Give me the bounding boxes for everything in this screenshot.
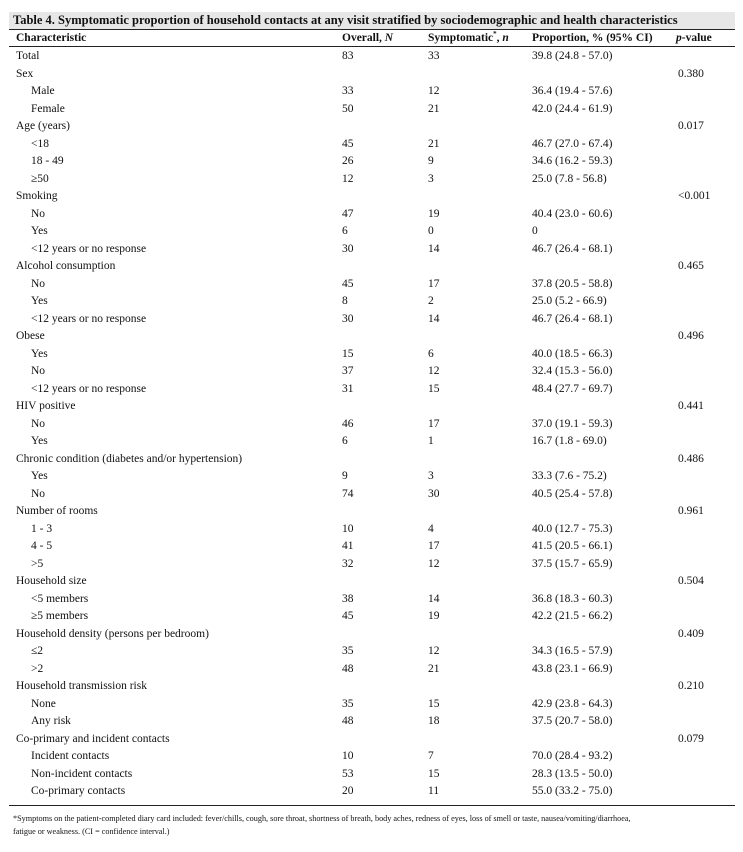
table-row — [0, 153, 743, 171]
cell-characteristic: <12 years or no response — [31, 242, 147, 255]
cell-characteristic: Obese — [16, 330, 45, 342]
cell-p-value: 0.380 — [678, 67, 704, 80]
cell-characteristic: Yes — [31, 435, 48, 447]
table-row — [0, 468, 743, 486]
cell-characteristic: No — [31, 487, 46, 500]
cell-proportion: 41.5 (20.5 - 66.1) — [532, 540, 613, 552]
cell-p-value: 0.210 — [678, 680, 704, 692]
header-symptomatic-text: Symptomatic — [428, 32, 494, 44]
cell-symptomatic: 30 — [428, 487, 440, 500]
cell-overall: 20 — [342, 785, 354, 797]
cell-p-value: 0.079 — [678, 732, 704, 745]
cell-proportion: 40.0 (18.5 - 66.3) — [532, 347, 613, 360]
table-row-category — [0, 503, 743, 521]
cell-p-value: 0.409 — [678, 627, 704, 640]
cell-characteristic: Any risk — [31, 715, 71, 727]
table-row — [0, 748, 743, 766]
cell-symptomatic: 12 — [428, 85, 440, 97]
cell-symptomatic: 6 — [428, 347, 434, 360]
header-proportion: Proportion, % (95% CI) — [532, 32, 653, 44]
cell-characteristic: None — [31, 697, 56, 710]
header-top-rule — [9, 29, 735, 30]
table-row-category — [0, 626, 743, 644]
table-row — [0, 486, 743, 504]
cell-overall: 12 — [342, 172, 354, 185]
cell-characteristic: >2 — [31, 662, 44, 675]
cell-characteristic: Yes — [31, 347, 48, 360]
table-row-category — [0, 573, 743, 591]
cell-overall: 35 — [342, 697, 354, 710]
cell-proportion: 37.8 (20.5 - 58.8) — [532, 277, 613, 290]
cell-overall: 9 — [342, 470, 348, 482]
cell-proportion: 48.4 (27.7 - 69.7) — [532, 382, 613, 395]
table-row — [0, 206, 743, 224]
table-row — [0, 661, 743, 679]
cell-symptomatic: 15 — [428, 382, 440, 395]
cell-proportion: 34.3 (16.5 - 57.9) — [532, 645, 613, 657]
table-title: Table 4. Symptomatic proportion of household contacts at any visit stratified by sociodemographic and health characteristics — [13, 13, 678, 27]
table-row-category — [0, 48, 743, 66]
cell-characteristic: 4 - 5 — [31, 540, 53, 552]
cell-overall: 83 — [342, 50, 354, 62]
cell-characteristic: Total — [16, 50, 40, 62]
cell-symptomatic: 3 — [428, 470, 434, 482]
cell-characteristic: ≥5 members — [31, 610, 89, 622]
cell-characteristic: <12 years or no response — [31, 382, 147, 395]
table-row — [0, 416, 743, 434]
cell-characteristic: 1 - 3 — [31, 522, 53, 535]
cell-p-value: 0.465 — [678, 260, 704, 272]
cell-symptomatic: 15 — [428, 767, 440, 780]
cell-proportion: 46.7 (27.0 - 67.4) — [532, 137, 613, 150]
cell-symptomatic: 21 — [428, 102, 440, 115]
cell-symptomatic: 14 — [428, 312, 440, 325]
header-overall-text: Overall, — [342, 32, 385, 44]
table-row — [0, 136, 743, 154]
cell-proportion: 43.8 (23.1 - 66.9) — [532, 662, 613, 675]
cell-overall: 32 — [342, 557, 354, 570]
table-row — [0, 223, 743, 241]
table-row — [0, 346, 743, 364]
cell-proportion: 70.0 (28.4 - 93.2) — [532, 750, 613, 762]
table-row-category — [0, 731, 743, 749]
cell-p-value: 0.017 — [678, 120, 704, 132]
cell-proportion: 36.8 (18.3 - 60.3) — [532, 592, 613, 605]
header-characteristic: Characteristic — [16, 32, 87, 44]
cell-characteristic: Smoking — [16, 190, 58, 202]
cell-p-value: <0.001 — [678, 190, 711, 202]
table-row — [0, 83, 743, 101]
cell-symptomatic: 14 — [428, 242, 440, 255]
cell-characteristic: ≤2 — [31, 645, 44, 657]
cell-proportion: 36.4 (19.4 - 57.6) — [532, 85, 613, 97]
header-overall — [342, 31, 393, 45]
header-overall-n: N — [384, 32, 394, 44]
cell-characteristic: Yes — [31, 295, 48, 307]
cell-proportion: 40.0 (12.7 - 75.3) — [532, 522, 613, 535]
cell-characteristic: Household size — [16, 575, 87, 587]
cell-overall: 37 — [342, 365, 354, 377]
cell-symptomatic: 12 — [428, 645, 440, 657]
cell-p-value: 0.504 — [678, 575, 704, 587]
cell-symptomatic: 7 — [428, 750, 434, 762]
table-row-category — [0, 328, 743, 346]
cell-overall: 53 — [342, 767, 354, 780]
cell-characteristic: Co-primary contacts — [31, 785, 126, 797]
table-row — [0, 538, 743, 556]
table-row — [0, 241, 743, 259]
cell-overall: 26 — [342, 155, 354, 167]
cell-symptomatic: 33 — [428, 50, 440, 62]
cell-overall: 35 — [342, 645, 354, 657]
cell-symptomatic: 21 — [428, 137, 440, 150]
cell-proportion: 37.0 (19.1 - 59.3) — [532, 417, 613, 430]
table-row — [0, 783, 743, 801]
cell-symptomatic: 17 — [428, 277, 440, 290]
table-row — [0, 521, 743, 539]
cell-characteristic: Sex — [16, 67, 34, 80]
table-row-category — [0, 398, 743, 416]
cell-overall: 50 — [342, 102, 354, 115]
table-row — [0, 276, 743, 294]
cell-p-value: 0.961 — [678, 505, 704, 517]
table-row — [0, 101, 743, 119]
header-p-value — [676, 31, 712, 45]
cell-proportion: 16.7 (1.8 - 69.0) — [532, 435, 607, 447]
table-row — [0, 766, 743, 784]
table-row — [0, 311, 743, 329]
cell-overall: 6 — [342, 435, 348, 447]
cell-symptomatic: 19 — [428, 207, 440, 220]
cell-symptomatic: 12 — [428, 557, 440, 570]
table-row — [0, 381, 743, 399]
cell-p-value: 0.441 — [678, 400, 704, 412]
cell-overall: 30 — [342, 312, 354, 325]
cell-p-value: 0.496 — [678, 330, 704, 342]
cell-overall: 48 — [342, 715, 354, 727]
cell-overall: 10 — [342, 522, 354, 535]
cell-symptomatic: 0 — [428, 225, 434, 237]
cell-symptomatic: 21 — [428, 662, 440, 675]
table-row-category — [0, 451, 743, 469]
cell-overall: 33 — [342, 85, 354, 97]
cell-overall: 45 — [342, 137, 354, 150]
cell-characteristic: Yes — [31, 470, 48, 482]
header-symptomatic-n: n — [502, 32, 509, 44]
cell-characteristic: <5 members — [31, 592, 89, 605]
table-bottom-rule — [9, 805, 735, 806]
cell-overall: 45 — [342, 277, 354, 290]
cell-characteristic: Male — [31, 85, 55, 97]
cell-overall: 31 — [342, 382, 354, 395]
cell-characteristic: No — [31, 207, 46, 220]
cell-characteristic: No — [31, 417, 46, 430]
cell-characteristic: No — [31, 365, 46, 377]
cell-characteristic: Female — [31, 102, 65, 115]
header-symptomatic — [428, 31, 509, 45]
table-row-category — [0, 188, 743, 206]
table-row — [0, 433, 743, 451]
cell-characteristic: Non-incident contacts — [31, 767, 133, 780]
cell-symptomatic: 14 — [428, 592, 440, 605]
cell-symptomatic: 12 — [428, 365, 440, 377]
cell-characteristic: Age (years) — [16, 120, 70, 132]
table-row-category — [0, 66, 743, 84]
cell-overall: 15 — [342, 347, 354, 360]
cell-characteristic: Incident contacts — [31, 750, 110, 762]
cell-symptomatic: 9 — [428, 155, 434, 167]
cell-symptomatic: 17 — [428, 540, 440, 552]
cell-overall: 8 — [342, 295, 348, 307]
cell-symptomatic: 18 — [428, 715, 440, 727]
cell-proportion: 46.7 (26.4 - 68.1) — [532, 312, 613, 325]
cell-proportion: 55.0 (33.2 - 75.0) — [532, 785, 613, 797]
table-row — [0, 171, 743, 189]
cell-characteristic: 18 - 49 — [31, 155, 64, 167]
table-row — [0, 643, 743, 661]
cell-characteristic: HIV positive — [16, 400, 76, 412]
table-row — [0, 713, 743, 731]
header-p-italic: p — [676, 32, 682, 44]
cell-proportion: 25.0 (5.2 - 66.9) — [532, 295, 607, 307]
cell-proportion: 46.7 (26.4 - 68.1) — [532, 242, 613, 255]
footnote-line-1: *Symptoms on the patient-completed diary card included: fever/chills, cough, sore throat, shortness of breath, body aches, redness of eyes, loss of smell or taste, nausea/vomiting/diarrhoea, — [13, 814, 631, 823]
cell-characteristic: No — [31, 277, 46, 290]
table-row — [0, 591, 743, 609]
table-row — [0, 363, 743, 381]
cell-overall: 74 — [342, 487, 354, 500]
table-row-category — [0, 118, 743, 136]
cell-proportion: 42.0 (24.4 - 61.9) — [532, 102, 613, 115]
cell-characteristic: Co-primary and incident contacts — [16, 732, 170, 745]
cell-proportion: 39.8 (24.8 - 57.0) — [532, 50, 613, 62]
cell-proportion: 42.9 (23.8 - 64.3) — [532, 697, 613, 710]
cell-overall: 41 — [342, 540, 354, 552]
cell-overall: 30 — [342, 242, 354, 255]
cell-proportion: 33.3 (7.6 - 75.2) — [532, 470, 607, 482]
cell-characteristic: Household transmission risk — [16, 680, 147, 692]
cell-proportion: 34.6 (16.2 - 59.3) — [532, 155, 613, 167]
cell-symptomatic: 17 — [428, 417, 440, 430]
cell-symptomatic: 2 — [428, 295, 434, 307]
cell-overall: 10 — [342, 750, 354, 762]
header-bottom-rule — [9, 46, 735, 47]
cell-proportion: 40.4 (23.0 - 60.6) — [532, 207, 613, 220]
cell-overall: 48 — [342, 662, 354, 675]
cell-proportion: 28.3 (13.5 - 50.0) — [532, 767, 613, 780]
table-row-category — [0, 258, 743, 276]
cell-proportion: 25.0 (7.8 - 56.8) — [532, 172, 607, 185]
cell-proportion: 0 — [532, 225, 538, 237]
cell-overall: 47 — [342, 207, 354, 220]
cell-proportion: 32.4 (15.3 - 56.0) — [532, 365, 613, 377]
cell-symptomatic: 4 — [428, 522, 434, 535]
table-row — [0, 556, 743, 574]
cell-characteristic: Chronic condition (diabetes and/or hypertension) — [16, 452, 243, 465]
cell-characteristic: Yes — [31, 225, 48, 237]
header-symptomatic-comma: , — [496, 32, 503, 44]
cell-proportion: 37.5 (20.7 - 58.0) — [532, 715, 613, 727]
cell-proportion: 42.2 (21.5 - 66.2) — [532, 610, 613, 622]
cell-overall: 46 — [342, 417, 354, 430]
cell-overall: 45 — [342, 610, 354, 622]
cell-proportion: 37.5 (15.7 - 65.9) — [532, 557, 613, 570]
cell-characteristic: <12 years or no response — [31, 312, 147, 325]
header-p-tail: -value — [681, 32, 712, 44]
cell-characteristic: >5 — [31, 557, 44, 570]
cell-symptomatic: 15 — [428, 697, 440, 710]
cell-characteristic: Alcohol consumption — [16, 260, 116, 272]
cell-symptomatic: 11 — [428, 785, 440, 797]
cell-p-value: 0.486 — [678, 452, 704, 465]
footnote-line-2: fatigue or weakness. (CI = confidence interval.) — [13, 827, 170, 836]
cell-overall: 38 — [342, 592, 354, 605]
header-symptomatic-footnote-mark: * — [493, 30, 497, 39]
cell-proportion: 40.5 (25.4 - 57.8) — [532, 487, 613, 500]
cell-symptomatic: 3 — [428, 172, 434, 185]
cell-characteristic: Number of rooms — [16, 505, 98, 517]
cell-characteristic: <18 — [31, 137, 49, 150]
cell-overall: 6 — [342, 225, 348, 237]
cell-symptomatic: 19 — [428, 610, 440, 622]
cell-symptomatic: 1 — [428, 435, 434, 447]
table-row-category — [0, 678, 743, 696]
table-row — [0, 608, 743, 626]
footnote — [13, 812, 733, 838]
cell-characteristic: ≥50 — [31, 172, 49, 185]
table-row — [0, 696, 743, 714]
cell-characteristic: Household density (persons per bedroom) — [16, 627, 209, 640]
table-row — [0, 293, 743, 311]
